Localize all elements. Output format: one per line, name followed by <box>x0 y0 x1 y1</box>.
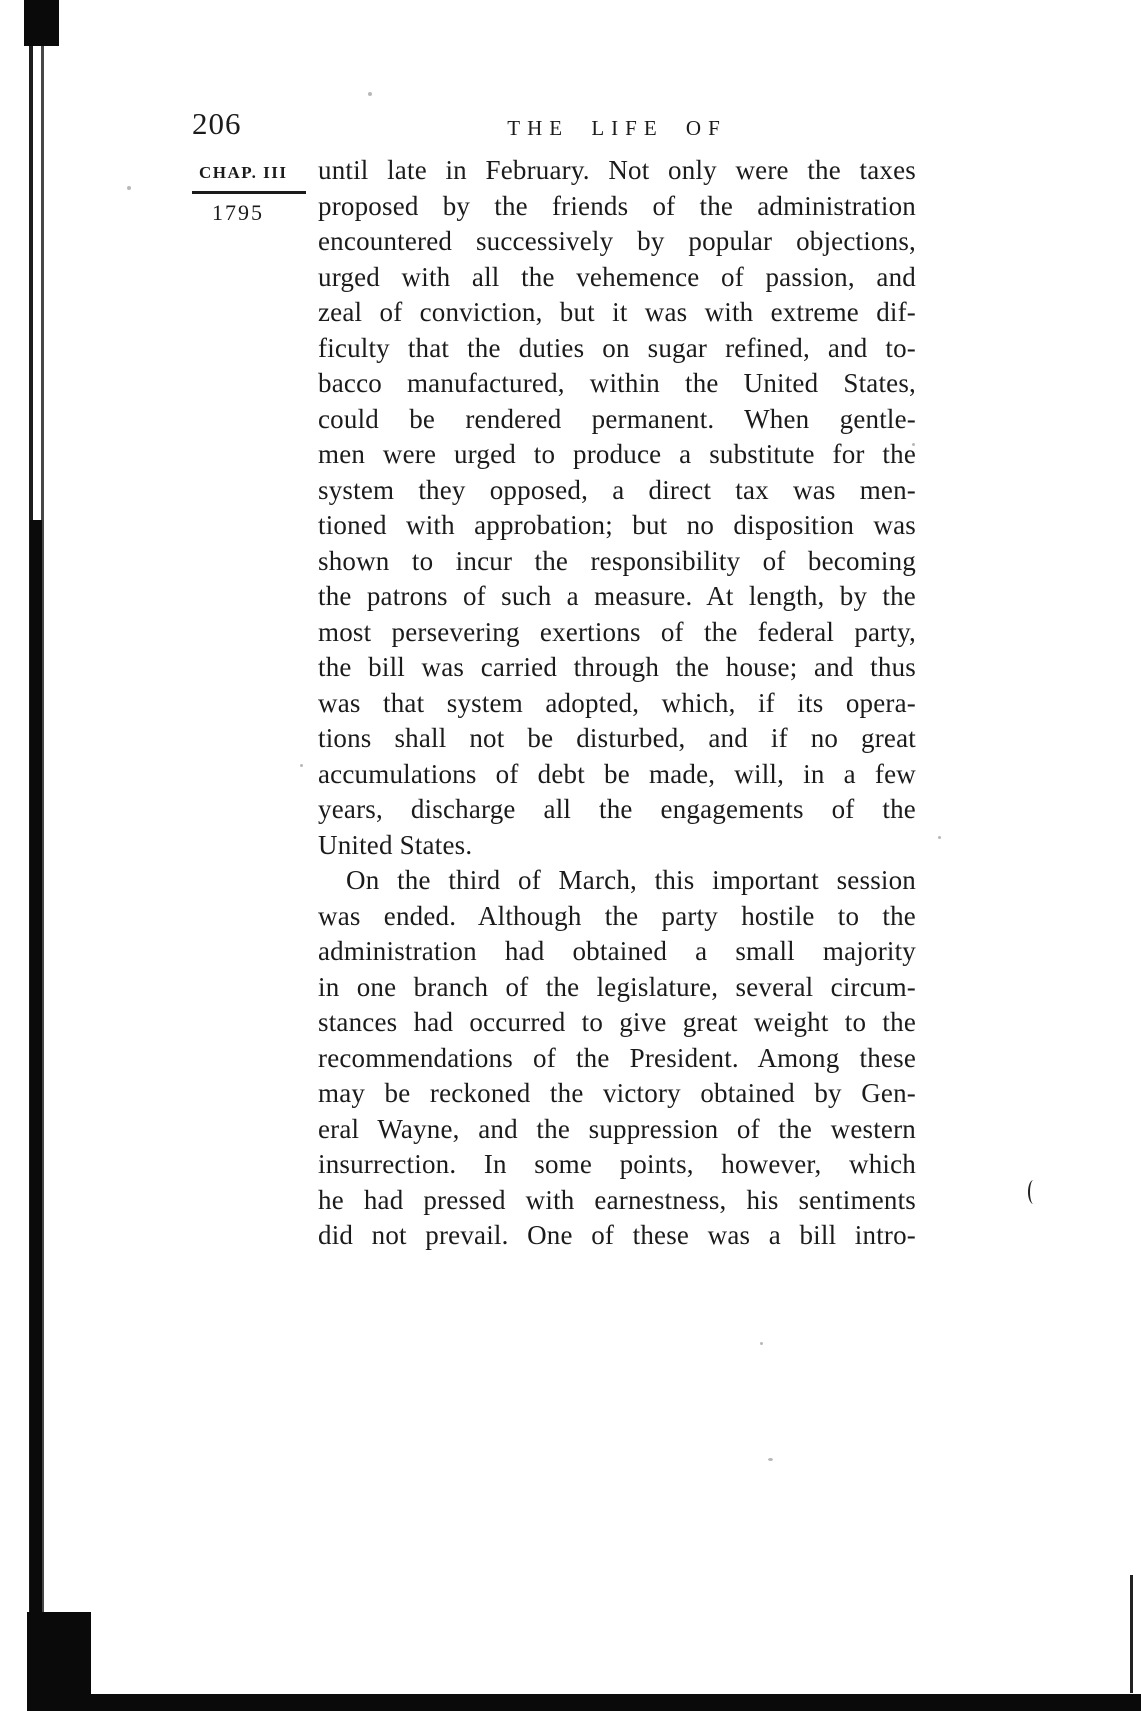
text-line: years, discharge all the engagements of the <box>318 794 916 824</box>
text-lines <box>318 153 916 1254</box>
running-header: THE LIFE OF <box>507 116 727 140</box>
text-line: zeal of conviction, but it was with extreme dif- <box>318 297 916 327</box>
scan-speck <box>768 1458 773 1461</box>
text-line: most persevering exertions of the federal party, <box>318 616 916 647</box>
text-line: ficulty that the duties on sugar refined, and to- <box>318 332 916 363</box>
chapter-label: CHAP. III <box>199 163 288 182</box>
scan-artifact-top-left-blob <box>24 0 59 46</box>
text-line: shown to incur the responsibility of becoming <box>318 545 916 576</box>
text-line: administration had obtained a small majority <box>318 936 916 966</box>
scan-speck <box>127 186 131 190</box>
chapter-rule-divider <box>192 191 306 194</box>
text-line: was ended. Although the party hostile to the <box>318 900 916 931</box>
page-number: 206 <box>192 106 242 141</box>
text-line: was that system adopted, which, if its opera- <box>318 687 916 718</box>
scan-speck <box>938 836 941 839</box>
scan-artifact-left-bar <box>30 520 42 1680</box>
scan-artifact-right-tick <box>1130 1575 1133 1693</box>
text-line: insurrection. In some points, however, which <box>318 1149 916 1179</box>
text-line: urged with all the vehemence of passion, and <box>318 261 916 292</box>
text-line: he had pressed with earnestness, his sentiments <box>318 1184 916 1215</box>
text-line: stances had occurred to give great weight to the <box>318 1007 916 1037</box>
scan-speck <box>300 764 303 767</box>
text-line: bacco manufactured, within the United States, <box>318 368 916 398</box>
text-line: did not prevail. One of these was a bill intro- <box>318 1220 916 1250</box>
scan-artifact-paren-mark <box>1028 1180 1039 1204</box>
text-line: system they opposed, a direct tax was men- <box>318 474 916 505</box>
text-line: the patrons of such a measure. At length, by the <box>318 581 916 611</box>
text-line: in one branch of the legislature, several circum- <box>318 971 916 1002</box>
scan-artifact-bottom-bar <box>44 1694 1141 1711</box>
text-line: tioned with approbation; but no disposition was <box>318 510 916 540</box>
text-line: encountered successively by popular objections, <box>318 226 916 256</box>
text-line: proposed by the friends of the administration <box>318 190 916 221</box>
text-line: could be rendered permanent. When gentle- <box>318 403 916 434</box>
scan-speck <box>368 92 372 96</box>
text-line: may be reckoned the victory obtained by Gen- <box>318 1078 916 1108</box>
year-label: 1795 <box>212 200 264 225</box>
text-line: the bill was carried through the house; and thus <box>318 652 916 682</box>
text-line: accumulations of debt be made, will, in a few <box>318 758 916 789</box>
text-line: United States. <box>318 829 473 860</box>
text-line: until late in February. Not only were the taxes <box>318 155 916 185</box>
text-line: recommendations of the President. Among these <box>318 1042 916 1073</box>
text-line: On the third of March, this important session <box>346 865 916 895</box>
text-line: men were urged to produce a substitute for the <box>318 439 916 469</box>
scan-speck <box>760 1342 763 1345</box>
text-line: tions shall not be disturbed, and if no great <box>318 723 916 753</box>
text-line: eral Wayne, and the suppression of the western <box>318 1113 916 1144</box>
